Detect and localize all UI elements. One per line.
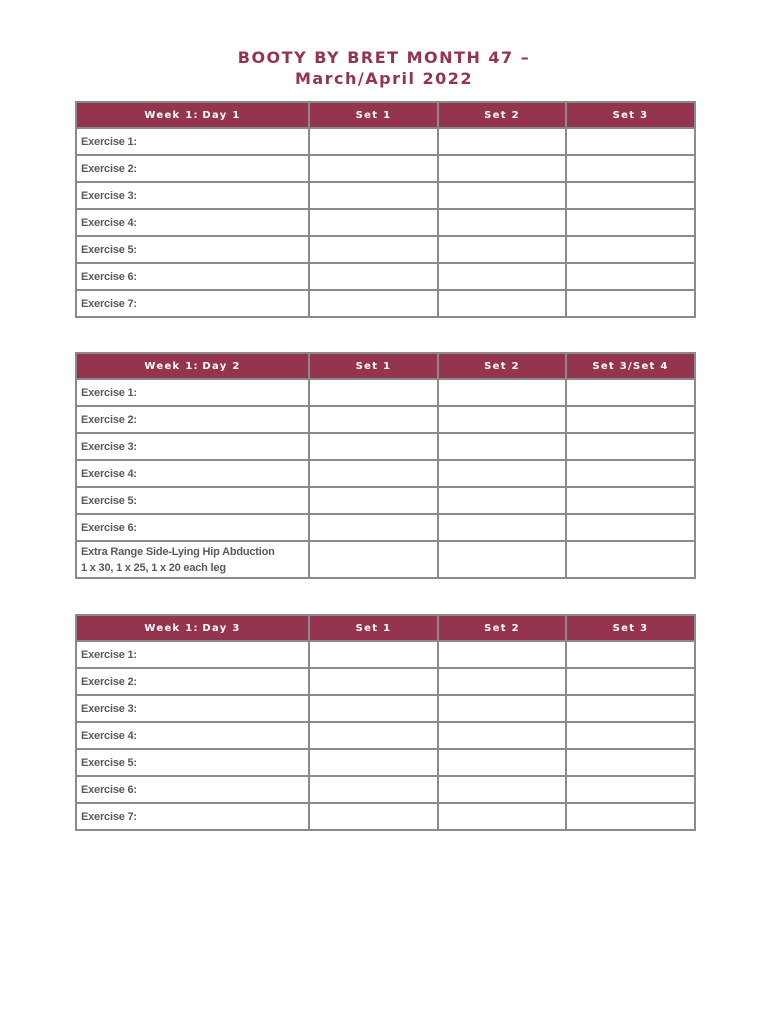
set-2-cell[interactable]: [438, 803, 566, 830]
set-2-cell[interactable]: [438, 290, 566, 317]
week-day-header: [76, 102, 309, 128]
set-1-cell[interactable]: [309, 460, 438, 487]
set-3-cell[interactable]: [566, 722, 695, 749]
set-3-cell[interactable]: [566, 695, 695, 722]
set-2-cell[interactable]: [438, 487, 566, 514]
table-row: [76, 749, 695, 776]
set-2-header: Set 2: [438, 353, 566, 379]
set-3-cell[interactable]: [566, 263, 695, 290]
table-header-row: [76, 353, 695, 379]
set-1-cell[interactable]: [309, 406, 438, 433]
set-2-cell[interactable]: [438, 460, 566, 487]
set-2-cell[interactable]: [438, 128, 566, 155]
set-1-cell[interactable]: [309, 776, 438, 803]
set-3-cell[interactable]: [566, 487, 695, 514]
set-2-cell[interactable]: [438, 541, 566, 578]
set-2-cell[interactable]: [438, 722, 566, 749]
set-1-cell[interactable]: [309, 155, 438, 182]
exercise-label: Exercise 6:: [76, 263, 309, 290]
set-1-cell[interactable]: [309, 487, 438, 514]
table-row: [76, 182, 695, 209]
set-2-cell[interactable]: [438, 749, 566, 776]
week-label: Week 1:: [144, 360, 199, 372]
exercise-label: Exercise 1:: [76, 379, 309, 406]
table-row-extra: [76, 541, 695, 578]
exercise-label: Exercise 2:: [76, 668, 309, 695]
set-3-cell[interactable]: [566, 290, 695, 317]
exercise-label: Exercise 5:: [76, 749, 309, 776]
workout-table-day-2: [75, 352, 696, 579]
exercise-label: Exercise 1:: [76, 128, 309, 155]
set-3-cell[interactable]: [566, 433, 695, 460]
table-row: [76, 776, 695, 803]
table-header-row: [76, 615, 695, 641]
set-1-cell[interactable]: [309, 641, 438, 668]
set-3-cell[interactable]: [566, 406, 695, 433]
set-2-cell[interactable]: [438, 155, 566, 182]
table-row: [76, 379, 695, 406]
set-1-cell[interactable]: [309, 290, 438, 317]
table-row: [76, 695, 695, 722]
set-3-cell[interactable]: [566, 182, 695, 209]
table-row: [76, 128, 695, 155]
week-day-header: [76, 615, 309, 641]
set-3-cell[interactable]: [566, 776, 695, 803]
set-1-cell[interactable]: [309, 263, 438, 290]
set-3-cell[interactable]: [566, 155, 695, 182]
table-row: [76, 433, 695, 460]
set-2-cell[interactable]: [438, 379, 566, 406]
set-3-cell[interactable]: [566, 641, 695, 668]
set-2-cell[interactable]: [438, 776, 566, 803]
set-1-cell[interactable]: [309, 749, 438, 776]
table-row: [76, 209, 695, 236]
set-1-header: Set 1: [309, 615, 438, 641]
set-2-header: Set 2: [438, 102, 566, 128]
extra-exercise-label: [76, 541, 309, 578]
exercise-label: Exercise 2:: [76, 155, 309, 182]
set-3-cell[interactable]: [566, 668, 695, 695]
table-header-row: [76, 102, 695, 128]
table-row: [76, 406, 695, 433]
week-day-header: [76, 353, 309, 379]
set-1-header: Set 1: [309, 102, 438, 128]
set-2-cell[interactable]: [438, 263, 566, 290]
set-1-cell[interactable]: [309, 722, 438, 749]
table-row: [76, 263, 695, 290]
week-label: Week 1:: [144, 622, 199, 634]
table-row: [76, 155, 695, 182]
day-label: Day 3: [202, 622, 241, 634]
set-3-set-4-header: Set 3/Set 4: [566, 353, 695, 379]
exercise-label: Exercise 2:: [76, 406, 309, 433]
set-1-cell[interactable]: [309, 695, 438, 722]
exercise-label: Exercise 6:: [76, 776, 309, 803]
table-row: [76, 290, 695, 317]
extra-exercise-scheme: 1 x 30, 1 x 25, 1 x 20 each leg: [81, 561, 226, 574]
set-2-header: Set 2: [438, 615, 566, 641]
set-3-cell[interactable]: [566, 209, 695, 236]
table-row: [76, 460, 695, 487]
set-2-cell[interactable]: [438, 433, 566, 460]
set-1-cell[interactable]: [309, 236, 438, 263]
set-3-cell[interactable]: [566, 803, 695, 830]
set-1-cell[interactable]: [309, 514, 438, 541]
set-3-cell[interactable]: [566, 514, 695, 541]
set-2-cell[interactable]: [438, 668, 566, 695]
set-2-cell[interactable]: [438, 182, 566, 209]
exercise-label: Exercise 3:: [76, 182, 309, 209]
set-3-cell[interactable]: [566, 236, 695, 263]
set-3-cell[interactable]: [566, 541, 695, 578]
set-1-cell[interactable]: [309, 433, 438, 460]
workout-table-day-3: [75, 614, 696, 831]
set-2-cell[interactable]: [438, 695, 566, 722]
document-title-line-2: March/April 2022: [294, 69, 474, 88]
set-1-header: Set 1: [309, 353, 438, 379]
set-1-cell[interactable]: [309, 182, 438, 209]
exercise-label: Exercise 3:: [76, 695, 309, 722]
table-row: [76, 668, 695, 695]
set-2-cell[interactable]: [438, 209, 566, 236]
table-row: [76, 641, 695, 668]
set-1-cell[interactable]: [309, 379, 438, 406]
exercise-label: Exercise 6:: [76, 514, 309, 541]
week-label: Week 1:: [144, 109, 199, 121]
set-1-cell[interactable]: [309, 209, 438, 236]
set-2-cell[interactable]: [438, 406, 566, 433]
document-title-line-1: BOOTY BY BRET MONTH 47 –: [237, 48, 531, 67]
set-3-header: Set 3: [566, 615, 695, 641]
set-1-cell[interactable]: [309, 541, 438, 578]
exercise-label: Exercise 7:: [76, 290, 309, 317]
table-row: [76, 722, 695, 749]
table-row: [76, 487, 695, 514]
day-label: Day 1: [202, 109, 241, 121]
exercise-label: Exercise 1:: [76, 641, 309, 668]
set-1-cell[interactable]: [309, 128, 438, 155]
set-2-cell[interactable]: [438, 236, 566, 263]
set-1-cell[interactable]: [309, 803, 438, 830]
exercise-label: Exercise 4:: [76, 209, 309, 236]
workout-table-day-1: [75, 101, 696, 318]
exercise-label: Exercise 5:: [76, 487, 309, 514]
exercise-label: Exercise 5:: [76, 236, 309, 263]
exercise-label: Exercise 7:: [76, 803, 309, 830]
set-1-cell[interactable]: [309, 668, 438, 695]
extra-exercise-name: Extra Range Side-Lying Hip Abduction: [81, 545, 275, 558]
set-2-cell[interactable]: [438, 514, 566, 541]
table-row: [76, 803, 695, 830]
set-3-cell[interactable]: [566, 128, 695, 155]
day-label: Day 2: [202, 360, 241, 372]
table-row: [76, 514, 695, 541]
set-3-cell[interactable]: [566, 749, 695, 776]
set-3-header: Set 3: [566, 102, 695, 128]
set-3-cell[interactable]: [566, 379, 695, 406]
table-row: [76, 236, 695, 263]
exercise-label: Exercise 4:: [76, 460, 309, 487]
set-2-cell[interactable]: [438, 641, 566, 668]
set-3-cell[interactable]: [566, 460, 695, 487]
exercise-label: Exercise 4:: [76, 722, 309, 749]
exercise-label: Exercise 3:: [76, 433, 309, 460]
